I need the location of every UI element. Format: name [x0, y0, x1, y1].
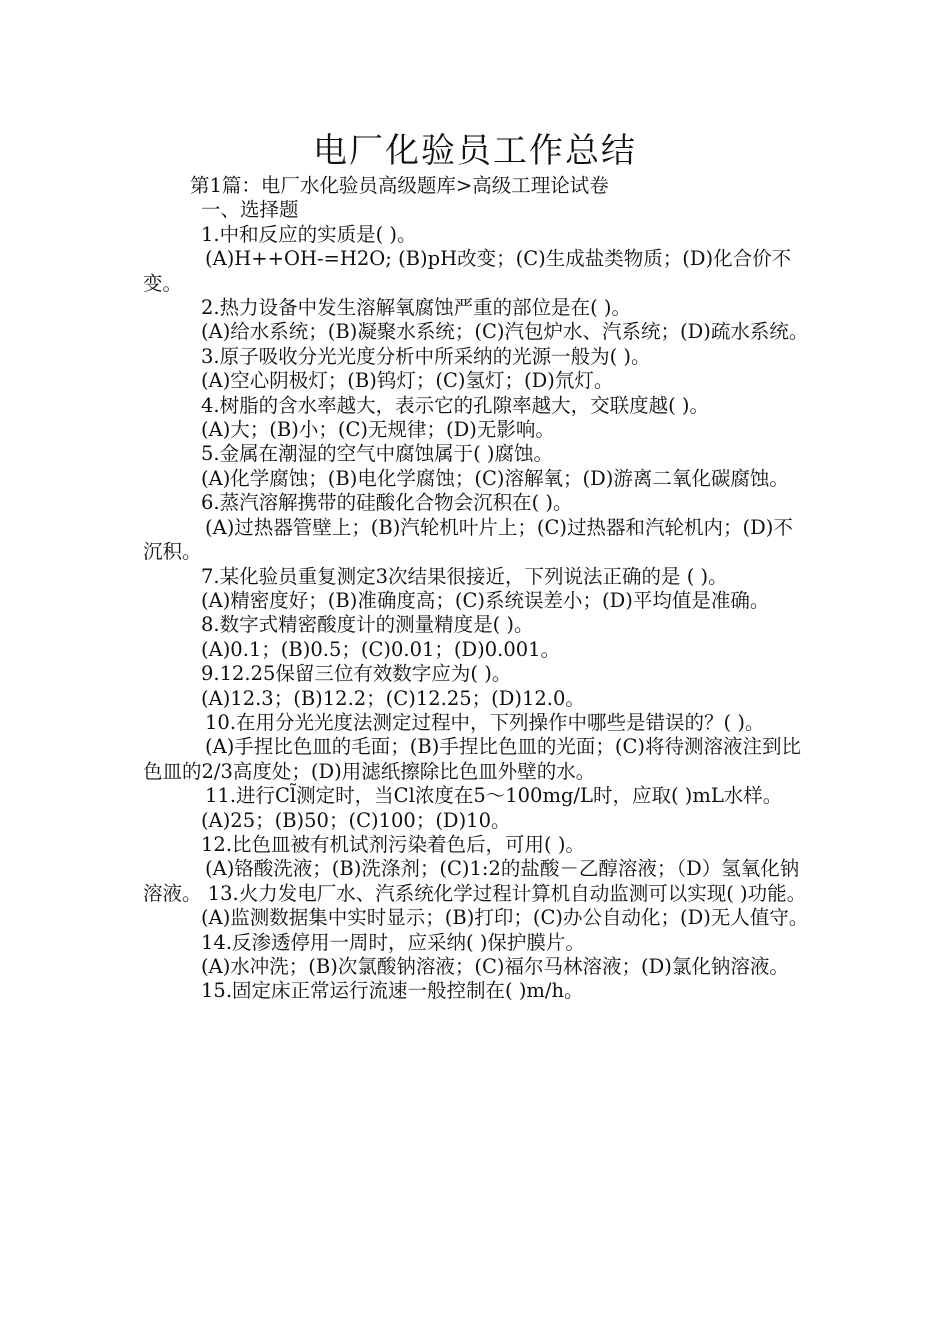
paragraph: (A)精密度好；(B)准确度高；(C)系统误差小；(D)平均值是准确。 — [201, 588, 770, 612]
paragraph: (A)25；(B)50；(C)100；(D)10。 — [201, 808, 511, 832]
paragraph: (A)铬酸洗液；(B)洗涤剂；(C)1:2的盐酸－乙醇溶液；（D）氢氧化钠溶液。 13.火力发电厂水、汽系统化学过程计算机自动监测可以实现( )功能。 — [143, 857, 807, 905]
paragraph: 14.反渗透停用一周时，应采纳( )保护膜片。 — [201, 930, 585, 954]
paragraph: (A)水冲洗；(B)次氯酸钠溶液；(C)福尔马林溶液；(D)氯化钠溶液。 — [201, 955, 789, 978]
paragraph: (A)0.1；(B)0.5；(C)0.01；(D)0.001。 — [201, 637, 561, 661]
paragraph: (A)监测数据集中实时显示；(B)打印；(C)办公自动化；(D)无人值守。 — [201, 906, 809, 930]
paragraph: 11.进行Cl̃测定时，当Cl浓度在5～100mg/L时，应取( )mL水样。 — [205, 784, 783, 808]
paragraph: 5.金属在潮湿的空气中腐蚀属于( )腐蚀。 — [201, 442, 554, 466]
paragraph: (A)H++OH-=H2O; (B)pH改变；(C)生成盐类物质；(D)化合价不变。 — [143, 247, 792, 295]
paragraph: (A)手捏比色皿的毛面；(B)手捏比色皿的光面；(C)将待测溶液注到比色皿的2/3高度处；(D)用滤纸擦除比色皿外壁的水。 — [143, 735, 801, 783]
paragraph: 12.比色皿被有机试剂污染着色后，可用( )。 — [201, 832, 585, 856]
paragraph: 8.数字式精密酸度计的测量精度是( )。 — [201, 613, 534, 637]
paragraph: (A)化学腐蚀；(B)电化学腐蚀；(C)溶解氧；(D)游离二氧化碳腐蚀。 — [201, 466, 789, 490]
document-body — [143, 174, 809, 1004]
paragraph: 15.固定床正常运行流速一般控制在( )m/h。 — [201, 979, 584, 1003]
paragraph: 一、选择题 — [201, 198, 299, 222]
paragraph: (A)12.3；(B)12.2；(C)12.25；(D)12.0。 — [201, 686, 585, 710]
paragraph: (A)过热器管壁上；(B)汽轮机叶片上；(C)过热器和汽轮机内；(D)不沉积。 — [143, 515, 793, 564]
paragraph: 9.12.25保留三位有效数字应为( )。 — [201, 662, 512, 686]
paragraph: 3.原子吸收分光光度分析中所采纳的光源一般为( )。 — [201, 344, 651, 368]
paragraph: (A)大；(B)小；(C)无规律；(D)无影响。 — [201, 418, 555, 442]
paragraph: (A)给水系统；(B)凝聚水系统；(C)汽包炉水、汽系统；(D)疏水系统。 — [201, 320, 809, 344]
paragraph: 10.在用分光光度法测定过程中，下列操作中哪些是错误的？( )。 — [205, 710, 765, 734]
paragraph: 1.中和反应的实质是( )。 — [201, 222, 417, 246]
paragraph: 7.某化验员重复测定3次结果很接近，下列说法正确的是 ( )。 — [201, 564, 728, 588]
paragraph: 6.蒸汽溶解携带的硅酸化合物会沉积在( )。 — [201, 491, 573, 515]
paragraph: (A)空心阴极灯；(B)钨灯；(C)氢灯；(D)氘灯。 — [201, 369, 614, 393]
paragraph: 4.树脂的含水率越大，表示它的孔隙率越大，交联度越( )。 — [201, 393, 710, 417]
paragraph: 2.热力设备中发生溶解氧腐蚀严重的部位是在( )。 — [201, 296, 632, 320]
paragraph: 第1篇：电厂水化验员高级题库>高级工理论试卷 — [190, 174, 609, 197]
document-title: 电厂化验员工作总结 — [313, 131, 637, 171]
